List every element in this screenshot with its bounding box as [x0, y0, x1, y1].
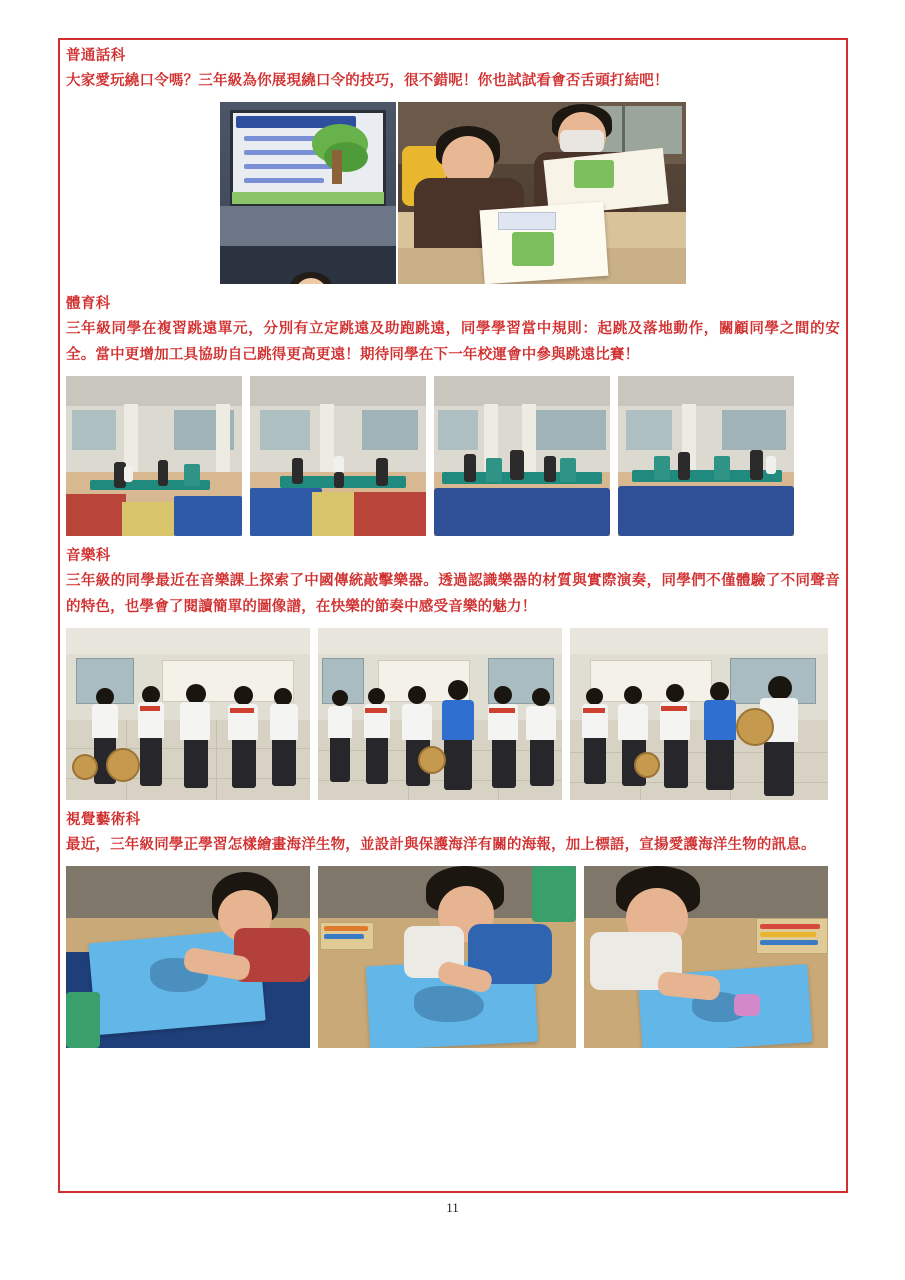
photo-row-putonghua	[66, 102, 840, 284]
section-title: 普通話科	[66, 48, 126, 64]
photo-pe-2	[250, 376, 426, 536]
section-body: 大家愛玩繞口令嗎？三年級為你展現繞口令的技巧，很不錯呢！你也試試看會否舌頭打結吧！	[66, 73, 669, 89]
photo-music-1	[66, 628, 310, 800]
section-visual-arts	[66, 808, 840, 1048]
photo-va-2	[318, 866, 576, 1048]
section-body: 三年級同學在複習跳遠單元，分別有立定跳遠及助跑跳遠，同學學習當中規則：起跳及落地動作，關顧同學之間的安全。當中更增加工具協助自己跳得更高更遠！期待同學在下一年校運會中參與跳遠比賽！	[66, 321, 840, 363]
scan-edge-artifact	[6, 1000, 22, 1090]
section-putonghua	[66, 44, 840, 284]
section-title: 音樂科	[66, 548, 111, 564]
section-title: 視覺藝術科	[66, 812, 141, 828]
section-title: 體育科	[66, 296, 111, 312]
photo-pe-3	[434, 376, 610, 536]
photo-pe-4	[618, 376, 794, 536]
photo-putonghua-boys-workbook	[398, 102, 686, 284]
page-number: 11	[446, 1200, 459, 1215]
photo-music-3	[570, 628, 828, 800]
photo-music-2	[318, 628, 562, 800]
photo-row-music	[66, 628, 840, 800]
photo-putonghua-girl-reading	[220, 102, 396, 284]
section-body: 最近，三年級同學正學習怎樣繪畫海洋生物，並設計與保護海洋有關的海報，加上標語，宣揚愛護海洋生物的訊息。	[66, 837, 816, 853]
section-body: 三年級的同學最近在音樂課上探索了中國傳統敲擊樂器。透過認識樂器的材質與實際演奏，同學們不僅體驗了不同聲音的特色，也學會了閱讀簡單的圖像譜，在快樂的節奏中感受音樂的魅力！	[66, 573, 840, 615]
photo-va-1	[66, 866, 310, 1048]
section-pe	[66, 292, 840, 536]
photo-row-pe	[66, 376, 840, 536]
section-music	[66, 544, 840, 800]
photo-va-3	[584, 866, 828, 1048]
page-content	[66, 44, 840, 1056]
photo-pe-1	[66, 376, 242, 536]
photo-row-visual-arts	[66, 866, 840, 1048]
